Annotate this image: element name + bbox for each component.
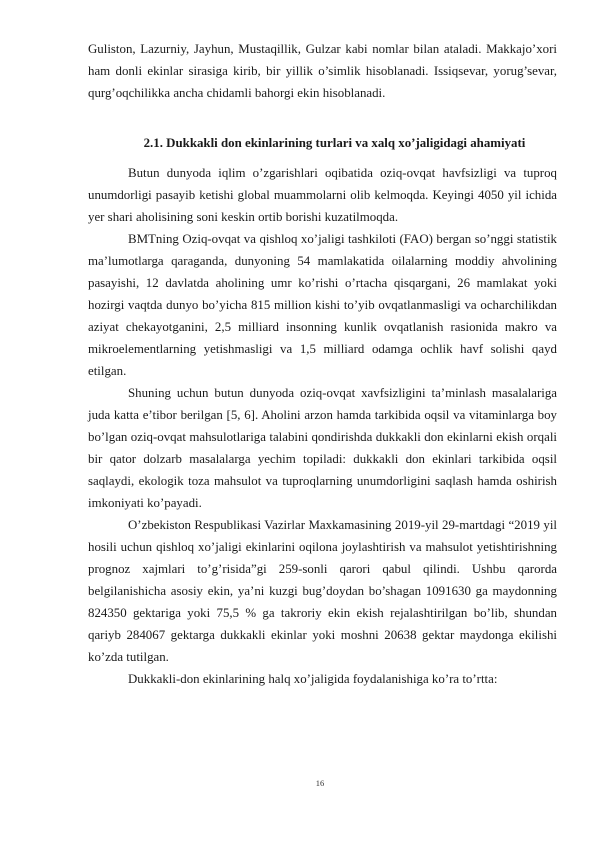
section-heading: 2.1. Dukkakli don ekinlarining turlari va xalq xo’jaligidagi ahamiyati: [143, 136, 526, 150]
page-content: [88, 38, 557, 690]
page-number: 16: [315, 778, 325, 788]
body-paragraph: O’zbekiston Respublikasi Vazirlar Maxkamasining 2019-yil 29-martdagi “2019 yil hosili uchun qishloq xo’jaligi ekinlarini oqilona joylashtirish va mahsulot yetishtirishning prognoz xajmlari to’g’risida”gi 259-sonli qarori qabul qilindi. Ushbu qarorda belgilanishicha asosiy ekin, ya’ni kuzgi bug’doydan bo’shagan 1091630 ga maydonning 824350 gektariga yoki 75,5 % ga takroriy ekin ekish rejalashtirilgan bo’lib, shundan qariyb 284067 gektarga dukkakli ekinlar yoki moshni 20638 gektar maydonga ekilishi ko’zda tutilgan.: [88, 518, 557, 664]
body-paragraph: Butun dunyoda iqlim o’zgarishlari oqibatida oziq-ovqat havfsizligi va tuproq unumdorligi pasayib ketishi global muammolarni olib kelmoqda. Keyingi 4050 yil ichida yer shari aholisining soni keskin ortib borishi kuzatilmoqda.: [88, 166, 557, 224]
heading-spacer: [88, 154, 557, 162]
body-paragraph: BMTning Oziq-ovqat va qishloq xo’jaligi tashkiloti (FAO) bergan so’nggi statistik ma’lumotlarga qaraganda, dunyoning 54 mamlakatida oilalarning moddiy ahvolining pasayishi, 12 davlatda aholining umr ko’rishi o’rtacha qisqargani, 26 mamlakat yoki hozirgi vaqtda dunyo bo’yicha 815 million kishi to’yib ovqatlanmasligi va ocharchilikdan aziyat chekayotganini, 2,5 milliard insonning kunlik ovqatlanish rasionida makro va mikroelementlarning yetishmasligi va 1,5 milliard odamga ochlik havf solishi qayd etilgan.: [88, 232, 557, 378]
body-paragraph: Dukkakli-don ekinlarining halq xo’jaligida foydalanishiga ko’ra to’rtta:: [128, 672, 498, 686]
body-paragraph: Shuning uchun butun dunyoda oziq-ovqat xavfsizligini ta’minlash masalalariga juda katta e’tibor berilgan [5, 6]. Aholini arzon hamda tarkibida oqsil va vitaminlarga boy bo’lgan oziq-ovqat mahsulotlariga talabini qondirishda dukkakli don ekinlarni ekish orqali bir qator dolzarb masalalarga yechim topiladi: dukkakli don ekinlari tarkibida oqsil saqlaydi, ekologik toza mahsulot va tuproqlarning unumdorligini saqlash hamda oshirish imkoniyati ko’payadi.: [88, 386, 557, 510]
intro-paragraph: Guliston, Lazurniy, Jayhun, Mustaqillik, Gulzar kabi nomlar bilan ataladi. Makkajo’xori ham donli ekinlar sirasiga kirib, bir yillik o’simlik hisoblanadi. Issiqsevar, yorug’sevar, qurg’oqchilikka ancha chidamli bahorgi ekin hisoblanadi.: [88, 42, 557, 100]
